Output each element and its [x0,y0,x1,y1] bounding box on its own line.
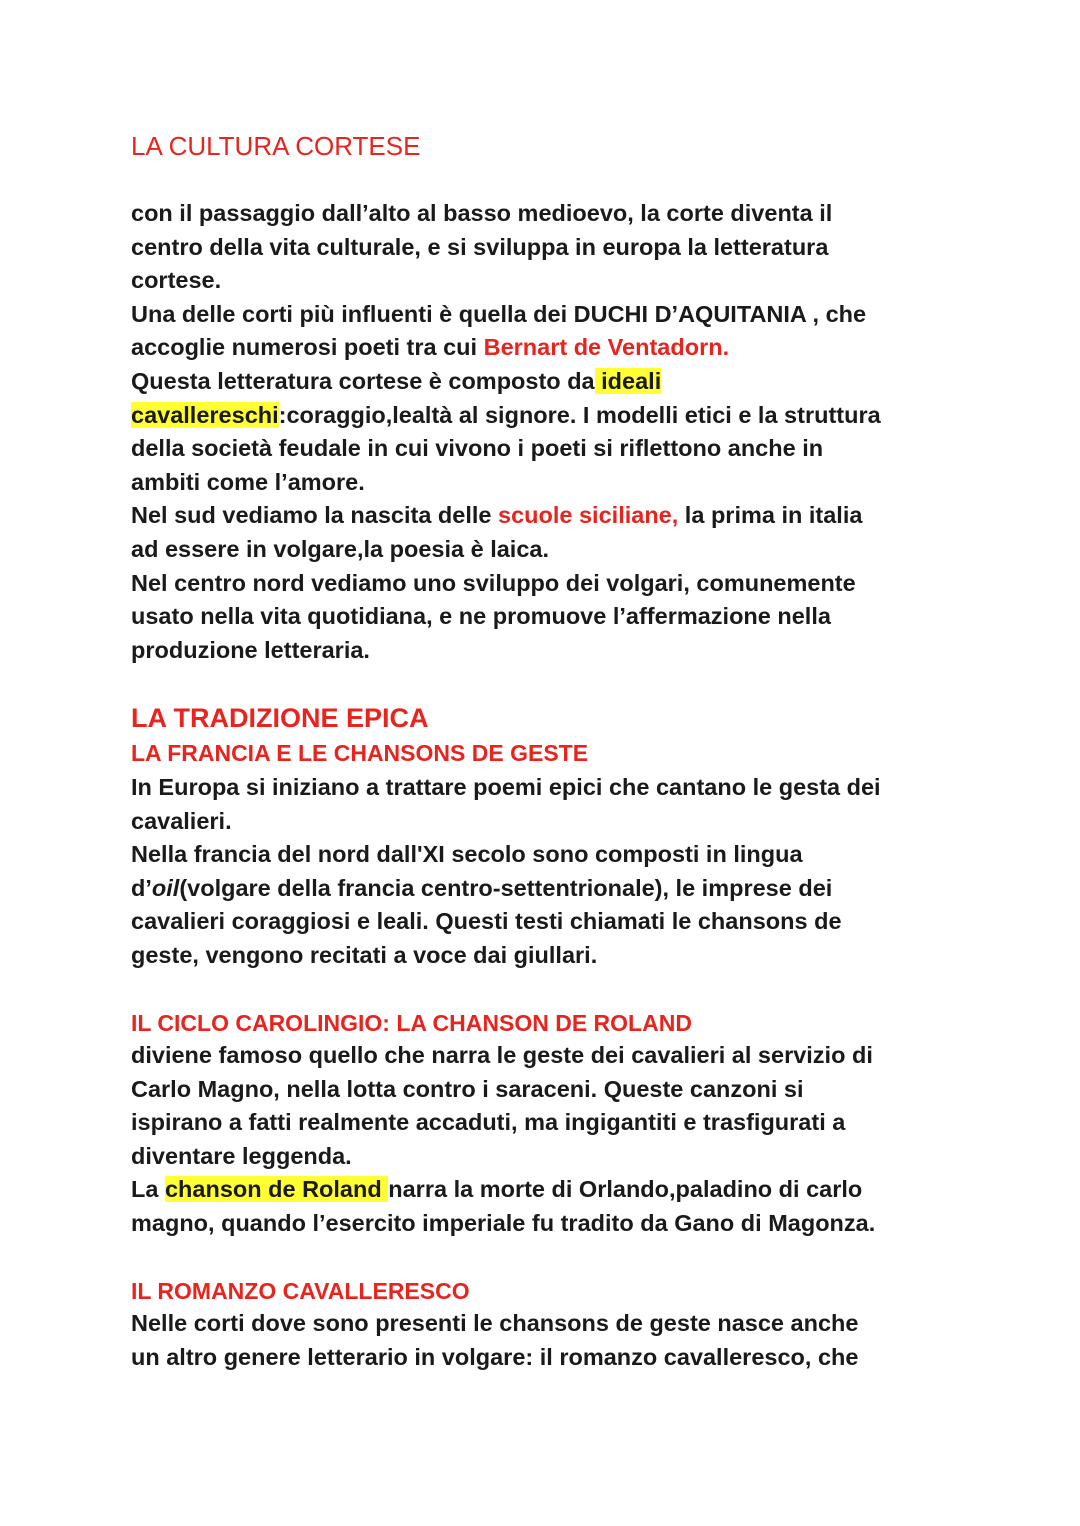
text-run: ambiti come l’amore. [131,468,365,495]
text-run: ad essere in volgare,la poesia è laica. [131,535,550,562]
text-line [131,466,961,500]
text-run: geste, vengono recitati a voce dai giullari. [131,941,598,968]
text-run: della società feudale in cui vivono i poeti si riflettono anche in [131,435,824,462]
text-run: un altro genere letterario in volgare: il romanzo cavalleresco, che [131,1343,859,1370]
text-run: ispirano a fatti realmente accaduti, ma ingigantiti e trasfigurati a [131,1109,846,1136]
text-line [131,197,961,231]
text-run: con il passaggio dall’alto al basso medioevo, la corte diventa il [131,200,833,226]
text-line [131,872,961,906]
text-line [131,805,961,839]
text-line [131,838,961,872]
text-run: Questa letteratura cortese è composto da [131,367,595,394]
text-line [131,1106,961,1140]
text-line [131,264,961,298]
text-line [131,1140,961,1174]
text-run: centro della vita culturale, e si sviluppa in europa la letteratura [131,233,829,260]
text-run: d’ [131,874,152,901]
highlighted-text: chanson de Roland [164,1176,389,1203]
text-line [131,1173,961,1207]
text-run: magno, quando l’esercito imperiale fu tradito da Gano di Magonza. [131,1209,876,1236]
text-line [131,298,961,332]
highlighted-text: cavallereschi [131,401,279,428]
text-run: (volgare della francia centro-settentrionale), le imprese dei [179,874,833,901]
text-line [131,567,961,601]
text-run: Nel sud vediamo la nascita delle [131,502,499,529]
text-run: usato nella vita quotidiana, e ne promuove l’affermazione nella [131,603,831,630]
paragraph-cultura-cortese [131,197,961,667]
text-line [131,1039,961,1073]
text-run: Una delle corti più influenti è quella dei DUCHI D’AQUITANIA , che [131,300,867,327]
text-line [131,939,961,973]
section-title-ciclo-carolingio: IL CICLO CAROLINGIO: LA CHANSON DE ROLAND [131,1010,692,1036]
text-line [131,1307,961,1341]
text-line [131,771,961,805]
text-line [131,331,961,365]
text-line [131,905,961,939]
paragraph-chansons-de-geste [131,771,961,973]
text-line [131,399,961,433]
text-line [131,432,961,466]
text-line [131,231,961,265]
text-run: cavalieri. [131,807,232,834]
text-line [131,600,961,634]
text-line [131,499,961,533]
text-line [131,1073,961,1107]
text-line [131,1207,961,1241]
text-run: narra la morte di Orlando,paladino di carlo [388,1176,863,1203]
section-title-cultura-cortese: LA CULTURA CORTESE [131,131,421,161]
red-emphasis-text: Bernart de Ventadorn. [483,334,730,361]
text-run: diventare leggenda. [131,1142,352,1169]
text-run: Nella francia del nord dall'XI secolo sono composti in lingua [131,841,803,868]
text-line [131,634,961,668]
text-run: produzione letteraria. [131,636,370,663]
paragraph-romanzo-cavalleresco [131,1307,961,1374]
text-run: oil [151,874,180,901]
text-run: Nel centro nord vediamo uno sviluppo dei volgari, comunemente [131,569,856,596]
section-title-tradizione-epica: LA TRADIZIONE EPICA [131,703,429,733]
text-run: cortese. [131,267,222,294]
red-emphasis-text: scuole siciliane, [498,502,679,529]
text-run: In Europa si iniziano a trattare poemi epici che cantano le gesta dei [131,774,881,800]
text-run: :coraggio,lealtà al signore. I modelli etici e la struttura [278,401,881,428]
text-line [131,1341,961,1375]
text-run: diviene famoso quello che narra le geste dei cavalieri al servizio di [131,1042,873,1068]
text-run: Nelle corti dove sono presenti le chansons de geste nasce anche [131,1310,859,1336]
text-run: cavalieri coraggiosi e leali. Questi testi chiamati le chansons de [131,908,842,935]
text-run: Carlo Magno, nella lotta contro i saraceni. Queste canzoni si [131,1075,804,1102]
highlighted-text: ideali [594,367,662,394]
section-title-romanzo-cavalleresco: IL ROMANZO CAVALLERESCO [131,1278,470,1304]
text-run: La [131,1176,165,1203]
paragraph-ciclo-carolingio [131,1039,961,1241]
text-line [131,365,961,399]
text-run: accoglie numerosi poeti tra cui [131,334,484,361]
text-run: la prima in italia [678,502,863,529]
text-line [131,533,961,567]
section-subtitle-chansons-de-geste: LA FRANCIA E LE CHANSONS DE GESTE [131,740,589,766]
